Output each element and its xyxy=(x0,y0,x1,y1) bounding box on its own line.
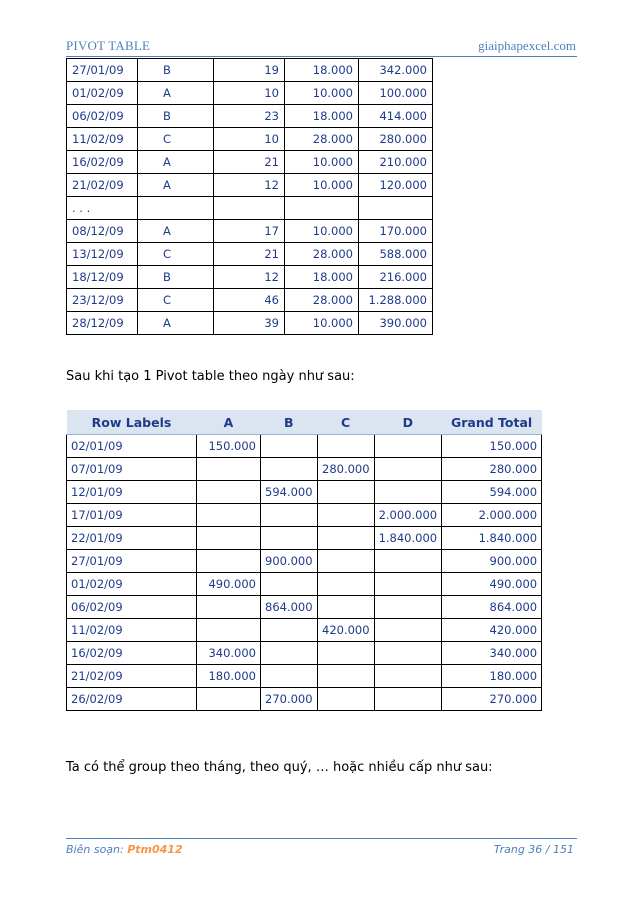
pivot-cell: 02/01/09 xyxy=(67,435,197,458)
pivot-cell: 1.840.000 xyxy=(374,527,442,550)
table-cell: 19 xyxy=(214,59,285,82)
pivot-cell: 2.000.000 xyxy=(374,504,442,527)
pivot-cell xyxy=(261,619,318,642)
table-cell: 100.000 xyxy=(359,82,433,105)
table-row xyxy=(67,197,433,220)
table-cell: 11/02/09 xyxy=(67,128,138,151)
pivot-cell xyxy=(261,573,318,596)
table-cell xyxy=(214,197,285,220)
header-site: giaiphapexcel.com xyxy=(478,38,576,53)
table-row xyxy=(67,289,433,312)
table-row xyxy=(67,105,433,128)
table-cell: 17 xyxy=(214,220,285,243)
pivot-cell xyxy=(261,642,318,665)
pivot-cell xyxy=(197,504,261,527)
table-cell: 01/02/09 xyxy=(67,82,138,105)
footer-author xyxy=(66,843,183,856)
pivot-cell xyxy=(374,642,442,665)
table-cell: B xyxy=(138,105,214,128)
pivot-cell xyxy=(374,550,442,573)
table-cell: 170.000 xyxy=(359,220,433,243)
pivot-row xyxy=(67,550,542,573)
pivot-cell: 594.000 xyxy=(442,481,542,504)
pivot-cell: 2.000.000 xyxy=(442,504,542,527)
pivot-cell: 900.000 xyxy=(442,550,542,573)
pivot-cell: 420.000 xyxy=(317,619,374,642)
table-cell: 10 xyxy=(214,82,285,105)
pivot-row xyxy=(67,688,542,711)
table-cell: A xyxy=(138,220,214,243)
pivot-row xyxy=(67,504,542,527)
pivot-cell: 864.000 xyxy=(261,596,318,619)
table-cell: C xyxy=(138,243,214,266)
pivot-cell xyxy=(317,665,374,688)
pivot-cell xyxy=(317,596,374,619)
table-cell: 16/02/09 xyxy=(67,151,138,174)
pivot-cell: 280.000 xyxy=(317,458,374,481)
table-cell: 23/12/09 xyxy=(67,289,138,312)
table-cell: 08/12/09 xyxy=(67,220,138,243)
table-cell: 120.000 xyxy=(359,174,433,197)
table-cell: 10.000 xyxy=(285,220,359,243)
pivot-cell: 16/02/09 xyxy=(67,642,197,665)
paragraph-group: Ta có thể group theo tháng, theo quý, … hoặc nhiều cấp như sau: xyxy=(66,760,493,775)
table-cell: 21 xyxy=(214,243,285,266)
table-cell: 06/02/09 xyxy=(67,105,138,128)
table-row xyxy=(67,128,433,151)
table-row xyxy=(67,243,433,266)
pivot-cell xyxy=(261,665,318,688)
table-cell: 10.000 xyxy=(285,151,359,174)
pivot-header-cell: Grand Total xyxy=(442,410,542,435)
table-cell: A xyxy=(138,174,214,197)
pivot-cell: 490.000 xyxy=(442,573,542,596)
table-cell: C xyxy=(138,128,214,151)
pivot-cell xyxy=(317,504,374,527)
pivot-cell xyxy=(197,458,261,481)
table-cell: 18.000 xyxy=(285,59,359,82)
footer-divider xyxy=(66,838,577,839)
pivot-row xyxy=(67,573,542,596)
table-row xyxy=(67,59,433,82)
pivot-header-cell: D xyxy=(374,410,442,435)
pivot-cell xyxy=(317,481,374,504)
table-cell: 27/01/09 xyxy=(67,59,138,82)
pivot-cell: 900.000 xyxy=(261,550,318,573)
pivot-cell: 420.000 xyxy=(442,619,542,642)
pivot-row xyxy=(67,435,542,458)
pivot-cell xyxy=(197,481,261,504)
pivot-cell: 12/01/09 xyxy=(67,481,197,504)
pivot-cell xyxy=(197,596,261,619)
table-cell: 12 xyxy=(214,266,285,289)
pivot-cell: 07/01/09 xyxy=(67,458,197,481)
pivot-header-cell: A xyxy=(197,410,261,435)
paragraph-intro: Sau khi tạo 1 Pivot table theo ngày như sau: xyxy=(66,369,355,384)
pivot-row xyxy=(67,481,542,504)
pivot-row xyxy=(67,665,542,688)
table-row xyxy=(67,174,433,197)
pivot-cell xyxy=(261,504,318,527)
pivot-cell xyxy=(197,550,261,573)
pivot-cell: 280.000 xyxy=(442,458,542,481)
pivot-cell xyxy=(317,435,374,458)
footer-author-label: Biên soạn: xyxy=(66,843,128,856)
pivot-cell: 17/01/09 xyxy=(67,504,197,527)
table-cell: 390.000 xyxy=(359,312,433,335)
pivot-cell xyxy=(261,435,318,458)
table-cell: 210.000 xyxy=(359,151,433,174)
table-cell: . . . xyxy=(67,197,138,220)
table-cell: 46 xyxy=(214,289,285,312)
pivot-cell xyxy=(374,458,442,481)
pivot-cell: 21/02/09 xyxy=(67,665,197,688)
pivot-cell xyxy=(197,619,261,642)
pivot-cell: 150.000 xyxy=(197,435,261,458)
pivot-header-cell: Row Labels xyxy=(67,410,197,435)
pivot-cell: 340.000 xyxy=(442,642,542,665)
pivot-cell xyxy=(317,642,374,665)
pivot-header-cell: C xyxy=(317,410,374,435)
table-row xyxy=(67,220,433,243)
pivot-cell: 11/02/09 xyxy=(67,619,197,642)
pivot-cell xyxy=(374,481,442,504)
pivot-cell xyxy=(261,458,318,481)
pivot-cell xyxy=(374,435,442,458)
table-cell: 18.000 xyxy=(285,105,359,128)
pivot-cell xyxy=(317,550,374,573)
table-cell: 10.000 xyxy=(285,82,359,105)
table-cell: C xyxy=(138,289,214,312)
pivot-cell: 270.000 xyxy=(442,688,542,711)
pivot-cell xyxy=(261,527,318,550)
pivot-cell: 26/02/09 xyxy=(67,688,197,711)
header-title: PIVOT TABLE xyxy=(66,38,151,53)
pivot-table xyxy=(66,410,542,711)
table-cell: 18.000 xyxy=(285,266,359,289)
table-cell: 23 xyxy=(214,105,285,128)
pivot-cell: 340.000 xyxy=(197,642,261,665)
table-cell: A xyxy=(138,151,214,174)
pivot-cell xyxy=(317,688,374,711)
table-cell: 21/02/09 xyxy=(67,174,138,197)
footer-page-number: Trang 36 / 151 xyxy=(493,843,574,856)
pivot-cell xyxy=(374,596,442,619)
pivot-row xyxy=(67,458,542,481)
table-cell: 12 xyxy=(214,174,285,197)
table-cell: 39 xyxy=(214,312,285,335)
table-cell: 588.000 xyxy=(359,243,433,266)
footer-author-name: Ptm0412 xyxy=(127,843,183,856)
table-cell: 342.000 xyxy=(359,59,433,82)
pivot-cell xyxy=(374,688,442,711)
pivot-row xyxy=(67,619,542,642)
table-cell: 28.000 xyxy=(285,289,359,312)
table-cell: B xyxy=(138,59,214,82)
table-cell xyxy=(359,197,433,220)
table-cell: 10 xyxy=(214,128,285,151)
table-row xyxy=(67,312,433,335)
table-cell: 28.000 xyxy=(285,243,359,266)
table-cell: A xyxy=(138,82,214,105)
pivot-cell: 180.000 xyxy=(197,665,261,688)
pivot-row xyxy=(67,527,542,550)
table-cell: 21 xyxy=(214,151,285,174)
pivot-cell xyxy=(317,573,374,596)
pivot-cell: 01/02/09 xyxy=(67,573,197,596)
table-cell: 13/12/09 xyxy=(67,243,138,266)
table-cell: 1.288.000 xyxy=(359,289,433,312)
table-row xyxy=(67,82,433,105)
pivot-cell: 180.000 xyxy=(442,665,542,688)
table-cell: 10.000 xyxy=(285,312,359,335)
pivot-row xyxy=(67,642,542,665)
pivot-cell: 22/01/09 xyxy=(67,527,197,550)
pivot-row xyxy=(67,596,542,619)
table-cell xyxy=(138,197,214,220)
pivot-cell: 1.840.000 xyxy=(442,527,542,550)
data-table xyxy=(66,58,433,335)
table-cell: 280.000 xyxy=(359,128,433,151)
table-cell: 28.000 xyxy=(285,128,359,151)
table-cell: B xyxy=(138,266,214,289)
pivot-cell: 270.000 xyxy=(261,688,318,711)
pivot-cell: 27/01/09 xyxy=(67,550,197,573)
table-cell: 216.000 xyxy=(359,266,433,289)
pivot-cell: 150.000 xyxy=(442,435,542,458)
pivot-cell xyxy=(374,619,442,642)
table-cell: 18/12/09 xyxy=(67,266,138,289)
pivot-cell: 490.000 xyxy=(197,573,261,596)
header-divider xyxy=(66,56,577,57)
pivot-cell: 864.000 xyxy=(442,596,542,619)
pivot-cell: 06/02/09 xyxy=(67,596,197,619)
table-cell xyxy=(285,197,359,220)
pivot-cell xyxy=(317,527,374,550)
table-cell: 28/12/09 xyxy=(67,312,138,335)
table-row xyxy=(67,266,433,289)
table-cell: 10.000 xyxy=(285,174,359,197)
pivot-cell: 594.000 xyxy=(261,481,318,504)
pivot-cell xyxy=(197,688,261,711)
pivot-cell xyxy=(374,573,442,596)
table-cell: 414.000 xyxy=(359,105,433,128)
table-cell: A xyxy=(138,312,214,335)
pivot-cell xyxy=(374,665,442,688)
table-row xyxy=(67,151,433,174)
pivot-header-cell: B xyxy=(261,410,318,435)
pivot-cell xyxy=(197,527,261,550)
